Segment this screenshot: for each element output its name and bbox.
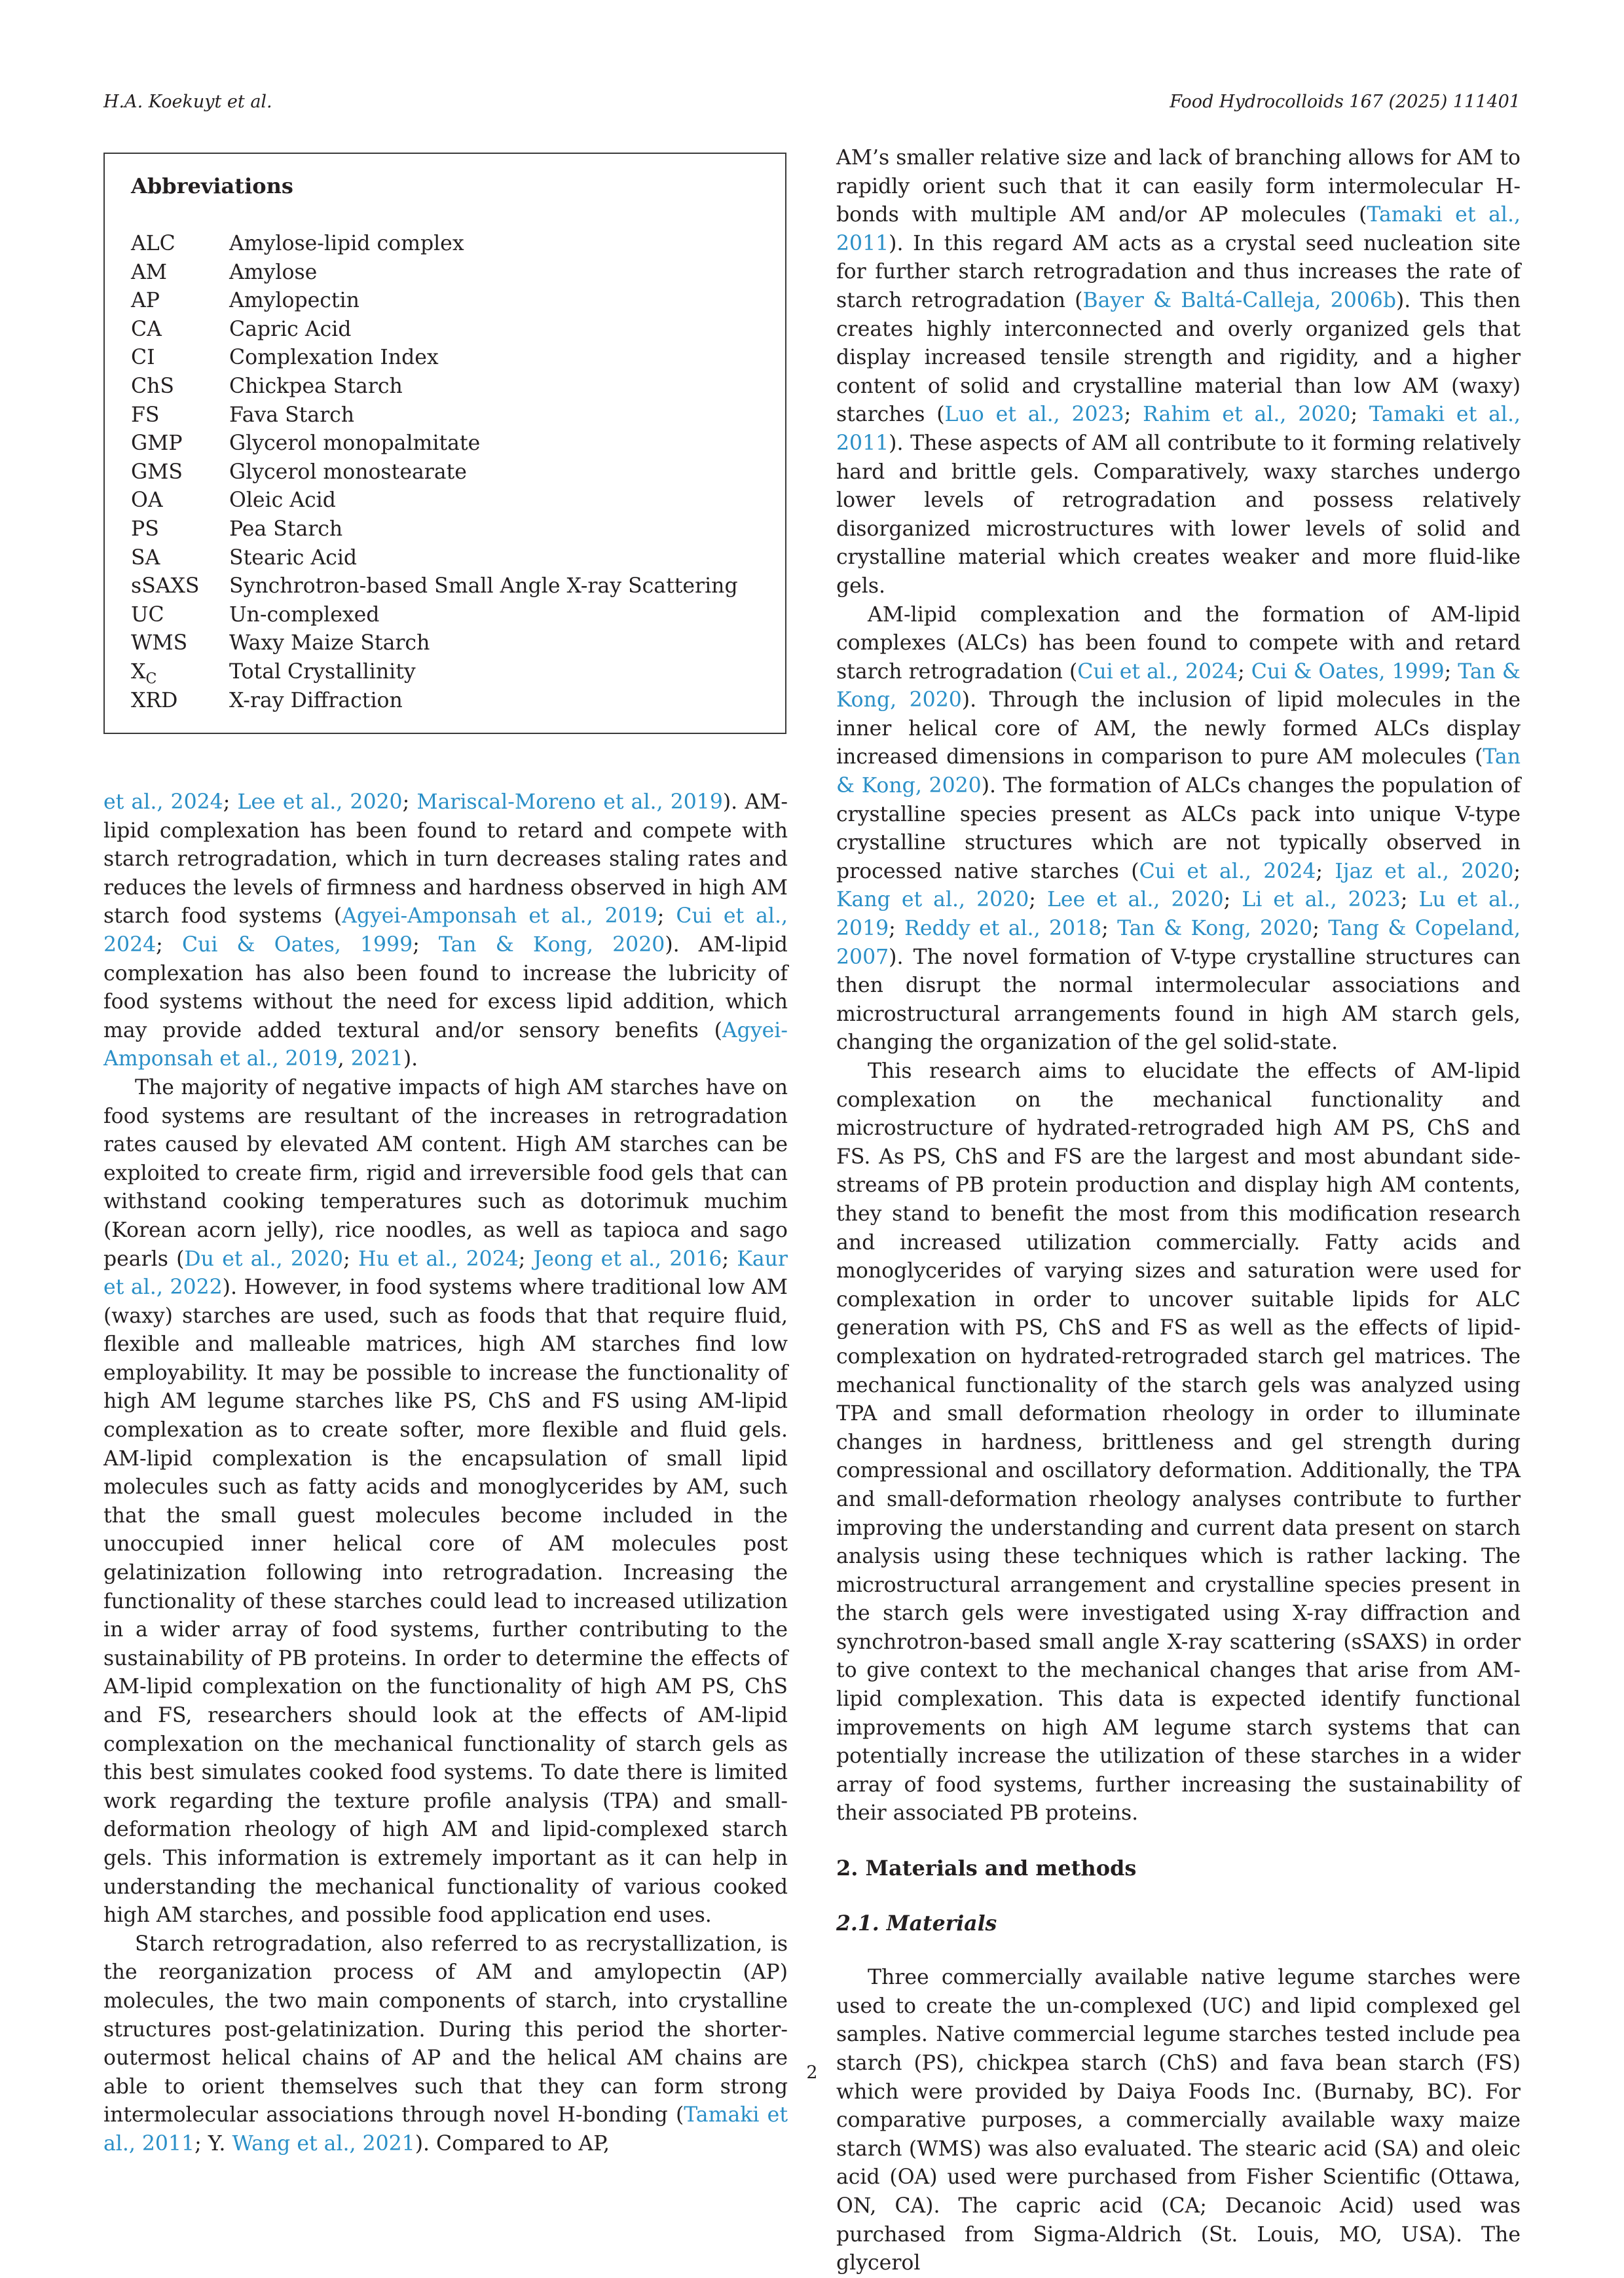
subsection-heading: 2.1. Materials [836, 1911, 997, 1936]
abbreviation-key: CI [131, 346, 155, 370]
citation-link[interactable]: Tamaki et al., 2011 [836, 403, 1521, 455]
citation-link[interactable]: Wang et al., 2021 [232, 2131, 415, 2156]
abbreviation-key: AP [131, 289, 160, 313]
citation-link[interactable]: Du et al., 2020 [184, 1247, 344, 1271]
citation-link[interactable]: Tan & Kong, 2020 [836, 745, 1521, 798]
abbreviation-row [131, 401, 738, 430]
abbreviation-key: ALC [131, 232, 175, 255]
running-header-journal: Food Hydrocolloids 167 (2025) 111401 [1170, 92, 1521, 112]
abbreviation-row [131, 430, 738, 458]
page-number: 2 [806, 2063, 818, 2083]
abbreviation-key: AM [131, 260, 168, 284]
abbreviation-key: OA [131, 488, 163, 513]
abbreviation-row [131, 287, 738, 316]
abbreviation-key: XRD [131, 688, 178, 712]
abbreviation-key: CA [131, 317, 162, 341]
abbreviation-definition: Total Crystallinity [229, 659, 416, 684]
citation-link[interactable]: Tamaki et al., 2011 [103, 2103, 788, 2156]
abbreviation-row [131, 544, 738, 573]
citation-link[interactable]: Kang et al., 2020 [836, 888, 1029, 912]
abbreviation-key: ChS [131, 374, 174, 398]
abbreviation-row [131, 572, 738, 601]
abbreviation-row [131, 316, 738, 344]
citation-link[interactable]: Agyei-Amponsah et al., 2019 [342, 904, 657, 928]
citation-link[interactable]: Cui & Oates, 1999 [181, 932, 413, 957]
abbreviation-definition: Chickpea Starch [229, 374, 403, 398]
abbreviation-key: GMS [131, 460, 183, 484]
abbreviation-key: UC [131, 602, 164, 627]
citation-link[interactable]: Ijaz et al., 2020 [1335, 859, 1514, 883]
left-column-text [103, 788, 788, 2159]
abbreviation-definition: Glycerol monopalmitate [229, 432, 481, 456]
abbreviation-definition: Glycerol monostearate [229, 460, 467, 484]
abbreviation-row [131, 259, 738, 287]
body-paragraph: The majority of negative impacts of high AM starches have on food systems are resultant of the increases in retrogradation rates caused by elevated AM content. High AM starches can be exploited to create firm, rigid and irreversible food gels that can withstand cooking temperatures such as dotorimuk muchim (Korean acorn jelly), rice noodles, as well as tapioca and sago pearls (Du et al., 2020; Hu et al., 2024; Jeong et al., 2016; Kaur et al., 2022). However, in food systems where traditional low AM (waxy) starches are used, such as foods that that require fluid, flexible and malleable matrices, high AM starches find low employability. It may be possible to increase the functionality of high AM legume starches like PS, ChS and FS using AM-lipid complexation as to create softer, more flexible and fluid gels. AM-lipid complexation is the encapsulation of small lipid molecules such as fatty acids and monoglycerides by AM, such that the small guest molecules become included in the unoccupied inner helical core of AM molecules post gelatinization following into retrogradation. Increasing the functionality of these starches could lead to increased utilization in a wider array of food systems, further contributing to the sustainability of PB proteins. In order to determine the effects of AM-lipid complexation on the functionality of high AM PS, ChS and FS, researchers should look at the effects of AM-lipid complexation on the mechanical functionality of starch gels as this best simulates cooked food systems. To date there is limited work regarding the texture profile analysis (TPA) and small-deformation rheology of high AM and lipid-complexed starch gels. This information is extremely important as it can help in understanding the mechanical functionality of various cooked high AM starches, and possible food application end uses. [103, 1075, 788, 1928]
abbreviation-definition: Amylopectin [229, 289, 360, 313]
abbreviation-key: $X_C$ [131, 659, 157, 688]
citation-link[interactable]: et al., 2024 [103, 790, 223, 814]
body-paragraph: AM-lipid complexation and the formation of AM-lipid complexes (ALCs) has been found to compete with and retard starch retrogradation (Cui et al., 2024; Cui & Oates, 1999; Tan & Kong, 2020). Through the inclusion of lipid molecules in the inner helical core of AM, the newly formed ALCs display increased dimensions in comparison to pure AM molecules (Tan & Kong, 2020). The formation of ALCs changes the population of crystalline species present as ALCs pack into unique V-type crystalline structures which are not typically observed in processed native starches (Cui et al., 2024; Ijaz et al., 2020; Kang et al., 2020; Lee et al., 2020; Li et al., 2023; Lu et al., 2019; Reddy et al., 2018; Tan & Kong, 2020; Tang & Copeland, 2007). The novel formation of V-type crystalline structures can then disrupt the normal intermolecular associations and microstructural arrangements found in high AM starch gels, changing the organization of the gel solid-state. [836, 602, 1521, 1055]
section-heading: 2. Materials and methods [836, 1856, 1137, 1881]
citation-link[interactable]: Tan & Kong, 2020 [438, 932, 665, 957]
abbreviation-row [131, 629, 738, 658]
abbreviation-key: SA [131, 545, 160, 570]
citation-link[interactable]: Luo et al., 2023 [944, 403, 1124, 427]
citation-link[interactable]: Tan & Kong, 2020 [836, 659, 1521, 712]
citation-link[interactable]: Kaur et al., 2022 [103, 1247, 788, 1300]
citation-link[interactable]: Bayer & Baltá-Calleja, 2006b [1082, 288, 1396, 312]
body-paragraph: et al., 2024; Lee et al., 2020; Mariscal-Moreno et al., 2019). AM-lipid complexation has been found to retard and compete with starch retrogradation, which in turn decreases staling rates and reduces the levels of firmness and hardness observed in high AM starch food systems (Agyei-Amponsah et al., 2019; Cui et al., 2024; Cui & Oates, 1999; Tan & Kong, 2020). AM-lipid complexation has also been found to increase the lubricity of food systems without the need for excess lipid addition, which may provide added textural and/or sensory benefits (Agyei-Amponsah et al., 2019, 2021). [103, 790, 788, 1071]
abbreviation-row [131, 458, 738, 487]
abbreviation-key: sSAXS [131, 574, 200, 598]
abbreviation-definition: Pea Starch [229, 517, 343, 541]
abbreviation-definition: Fava Starch [229, 403, 355, 427]
abbreviations-title: Abbreviations [131, 174, 293, 198]
body-paragraph: Starch retrogradation, also referred to as recrystallization, is the reorganization process of AM and amylopectin (AP) molecules, the two main components of starch, into crystalline structures post-gelatinization. During this period the shorter-outermost helical chains of AP and the helical AM chains are able to orient themselves such that they can form strong intermolecular associations through novel H-bonding (Tamaki et al., 2011; Y. Wang et al., 2021). Compared to AP, [103, 1932, 788, 2156]
running-header-authors: H.A. Koekuyt et al. [103, 92, 272, 112]
abbreviation-row [131, 601, 738, 630]
citation-link[interactable]: Tan & Kong, 2020 [1117, 917, 1313, 941]
abbreviations-list [131, 230, 738, 715]
citation-link[interactable]: Mariscal-Moreno et al., 2019 [416, 790, 723, 814]
abbreviation-definition: Synchrotron-based Small Angle X-ray Scattering [229, 574, 738, 598]
abbreviation-row [131, 658, 738, 687]
abbreviation-definition: Oleic Acid [229, 488, 336, 513]
abbreviation-key: WMS [131, 631, 188, 655]
abbreviation-row [131, 687, 738, 716]
abbreviation-definition: Amylose [229, 260, 318, 284]
citation-link[interactable]: Cui et al., 2024 [1139, 859, 1316, 883]
citation-link[interactable]: Li et al., 2023 [1242, 888, 1401, 912]
abbreviation-definition: Waxy Maize Starch [229, 631, 430, 655]
citation-link[interactable]: Agyei-Amponsah et al., 2019 [103, 1018, 788, 1071]
abbreviation-row [131, 487, 738, 515]
abbreviation-key: PS [131, 517, 159, 541]
abbreviation-definition: Amylose-lipid complex [229, 232, 464, 255]
citation-link[interactable]: Hu et al., 2024 [358, 1247, 519, 1271]
citation-link[interactable]: Cui & Oates, 1999 [1251, 659, 1445, 684]
abbreviation-row [131, 515, 738, 544]
body-paragraph: This research aims to elucidate the effects of AM-lipid complexation on the mechanical functionality and microstructure of hydrated-retrograded high AM PS, ChS and FS. As PS, ChS and FS are the largest and most abundant side-streams of PB protein production and display high AM contents, they stand to benefit the most from this modification research and increased utilization commercially. Fatty acids and monoglycerides of varying sizes and saturation were used for complexation in order to uncover suitable lipids for ALC generation with PS, ChS and FS as well as the effects of lipid-complexation on hydrated-retrograded starch gel matrices. The mechanical functionality of the starch gels was analyzed using TPA and small deformation rheology in order to illuminate changes in hardness, brittleness and gel strength during compressional and oscillatory deformation. Additionally, the TPA and small-deformation rheology analyses contribute to further improving the understanding and current data present on starch analysis using these techniques which is rather lacking. The microstructural arrangement and crystalline species present in the starch gels were investigated using X-ray diffraction and synchrotron-based small angle X-ray scattering (sSAXS) in order to give context to the mechanical changes that arise from AM-lipid complexation. This data is expected identify functional improvements on high AM legume starch systems that can potentially increase the utilization of these starches in a wider array of food systems, further increasing the sustainability of their associated PB proteins. [836, 1059, 1521, 1826]
citation-link[interactable]: Tang & Copeland, 2007 [836, 917, 1521, 969]
abbreviation-row [131, 344, 738, 373]
abbreviation-definition: Capric Acid [229, 317, 352, 341]
abbreviation-definition: Stearic Acid [229, 545, 358, 570]
citation-link[interactable]: Rahim et al., 2020 [1143, 403, 1351, 427]
abbreviation-row [131, 230, 738, 259]
abbreviation-key: GMP [131, 432, 183, 456]
body-paragraph: AM’s smaller relative size and lack of branching allows for AM to rapidly orient such that it can easily form intermolecular H-bonds with multiple AM and/or AP molecules (Tamaki et al., 2011). In this regard AM acts as a crystal seed nucleation site for further starch retrogradation and thus increases the rate of starch retrogradation (Bayer & Baltá-Calleja, 2006b). This then creates highly interconnected and overly organized gels that display increased tensile strength and rigidity, and a higher content of solid and crystalline material than low AM (waxy) starches (Luo et al., 2023; Rahim et al., 2020; Tamaki et al., 2011). These aspects of AM all contribute to it forming relatively hard and brittle gels. Comparatively, waxy starches undergo lower levels of retrogradation and possess relatively disorganized microstructures with lower levels of solid and crystalline material which creates weaker and more fluid-like gels. [836, 146, 1521, 598]
right-column-text [836, 144, 1521, 2278]
citation-link[interactable]: Reddy et al., 2018 [904, 917, 1102, 941]
abbreviation-key: FS [131, 403, 160, 427]
citation-link[interactable]: Lee et al., 2020 [237, 790, 403, 814]
citation-link[interactable]: Lu et al., 2019 [836, 888, 1521, 941]
citation-link[interactable]: Cui et al., 2024 [1077, 659, 1238, 684]
abbreviation-definition: Un-complexed [229, 602, 380, 627]
citation-link[interactable]: Jeong et al., 2016 [533, 1247, 722, 1271]
materials-paragraph: Three commercially available native legume starches were used to create the un-complexed (UC) and lipid complexed gel samples. Native commercial legume starches tested include pea starch (PS), chickpea starch (ChS) and fava bean starch (FS) which were provided by Daiya Foods Inc. (Burnaby, BC). For comparative purposes, a commercially available waxy maize starch (WMS) was also evaluated. The stearic acid (SA) and oleic acid (OA) used were purchased from Fisher Scientific (Ottawa, ON, CA). The capric acid (CA; Decanoic Acid) used was purchased from Sigma-Aldrich (St. Louis, MO, USA). The glycerol [836, 1966, 1521, 2275]
abbreviation-row [131, 373, 738, 401]
abbreviation-definition: X-ray Diffraction [229, 688, 403, 712]
abbreviations-box [103, 153, 786, 734]
citation-link[interactable]: Cui et al., 2024 [103, 904, 788, 957]
citation-link[interactable]: Lee et al., 2020 [1046, 888, 1224, 912]
abbreviation-definition: Complexation Index [229, 346, 439, 370]
citation-link[interactable]: 2021 [350, 1047, 403, 1071]
citation-link[interactable]: Tamaki et al., 2011 [836, 203, 1521, 255]
